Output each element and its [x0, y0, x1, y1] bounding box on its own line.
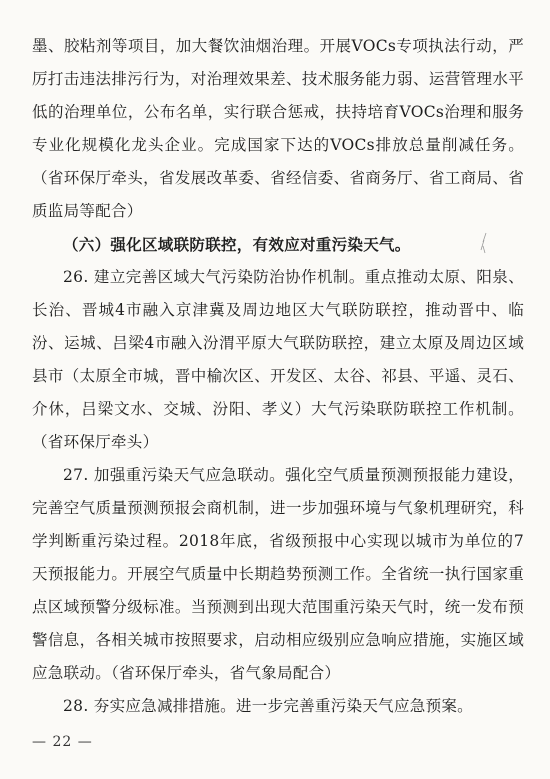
- body-text: [32, 30, 524, 723]
- paragraph-item-28: 28. 夯实应急减排措施。进一步完善重污染天气应急预案。: [63, 697, 473, 715]
- section-heading-6: （六）强化区域联防联控，有效应对重污染天气。: [63, 235, 411, 254]
- paragraph-vocs-continued: 墨、胶粘剂等项目，加大餐饮油烟治理。开展VOCs专项执法行动，严厉打击违法排污行为，对治理效果差、技术服务能力弱、运营管理水平低的治理单位，公布名单，实行联合惩戒，扶持培育VOCs治理和服务专业化规模化龙头企业。完成国家下达的VOCs排放总量削减任务。（省环保厅牵头，省发展改革委、省经信委、省商务厅、省工商局、省质监局等配合）: [32, 37, 524, 220]
- page-number: — 22 —: [32, 734, 93, 750]
- pencil-mark-icon: [478, 232, 490, 254]
- paragraph-item-26: 26. 建立完善区域大气污染防治协作机制。重点推动太原、阳泉、长治、晋城4市融入京津冀及周边地区大气联防联控，推动晋中、临汾、运城、吕梁4市融入汾渭平原大气联防联控，建立太原及周边区域县市（太原全市城，晋中榆次区、开发区、太谷、祁县、平遥、灵石、介休，吕梁文水、交城、汾阳、孝义）大气污染联防联控工作机制。（省环保厅牵头）: [32, 268, 524, 451]
- paragraph-item-27: 27. 加强重污染天气应急联动。强化空气质量预测预报能力建设，完善空气质量预测预报会商机制，进一步加强环境与气象机理研究，科学判断重污染过程。2018年底，省级预报中心实现以城市为单位的7天预报能力。开展空气质量中长期趋势预测工作。全省统一执行国家重点区域预警分级标准。当预测到出现大范围重污染天气时，统一发布预警信息，各相关城市按照要求，启动相应级别应急响应措施，实施区域应急联动。（省环保厅牵头，省气象局配合）: [32, 466, 524, 682]
